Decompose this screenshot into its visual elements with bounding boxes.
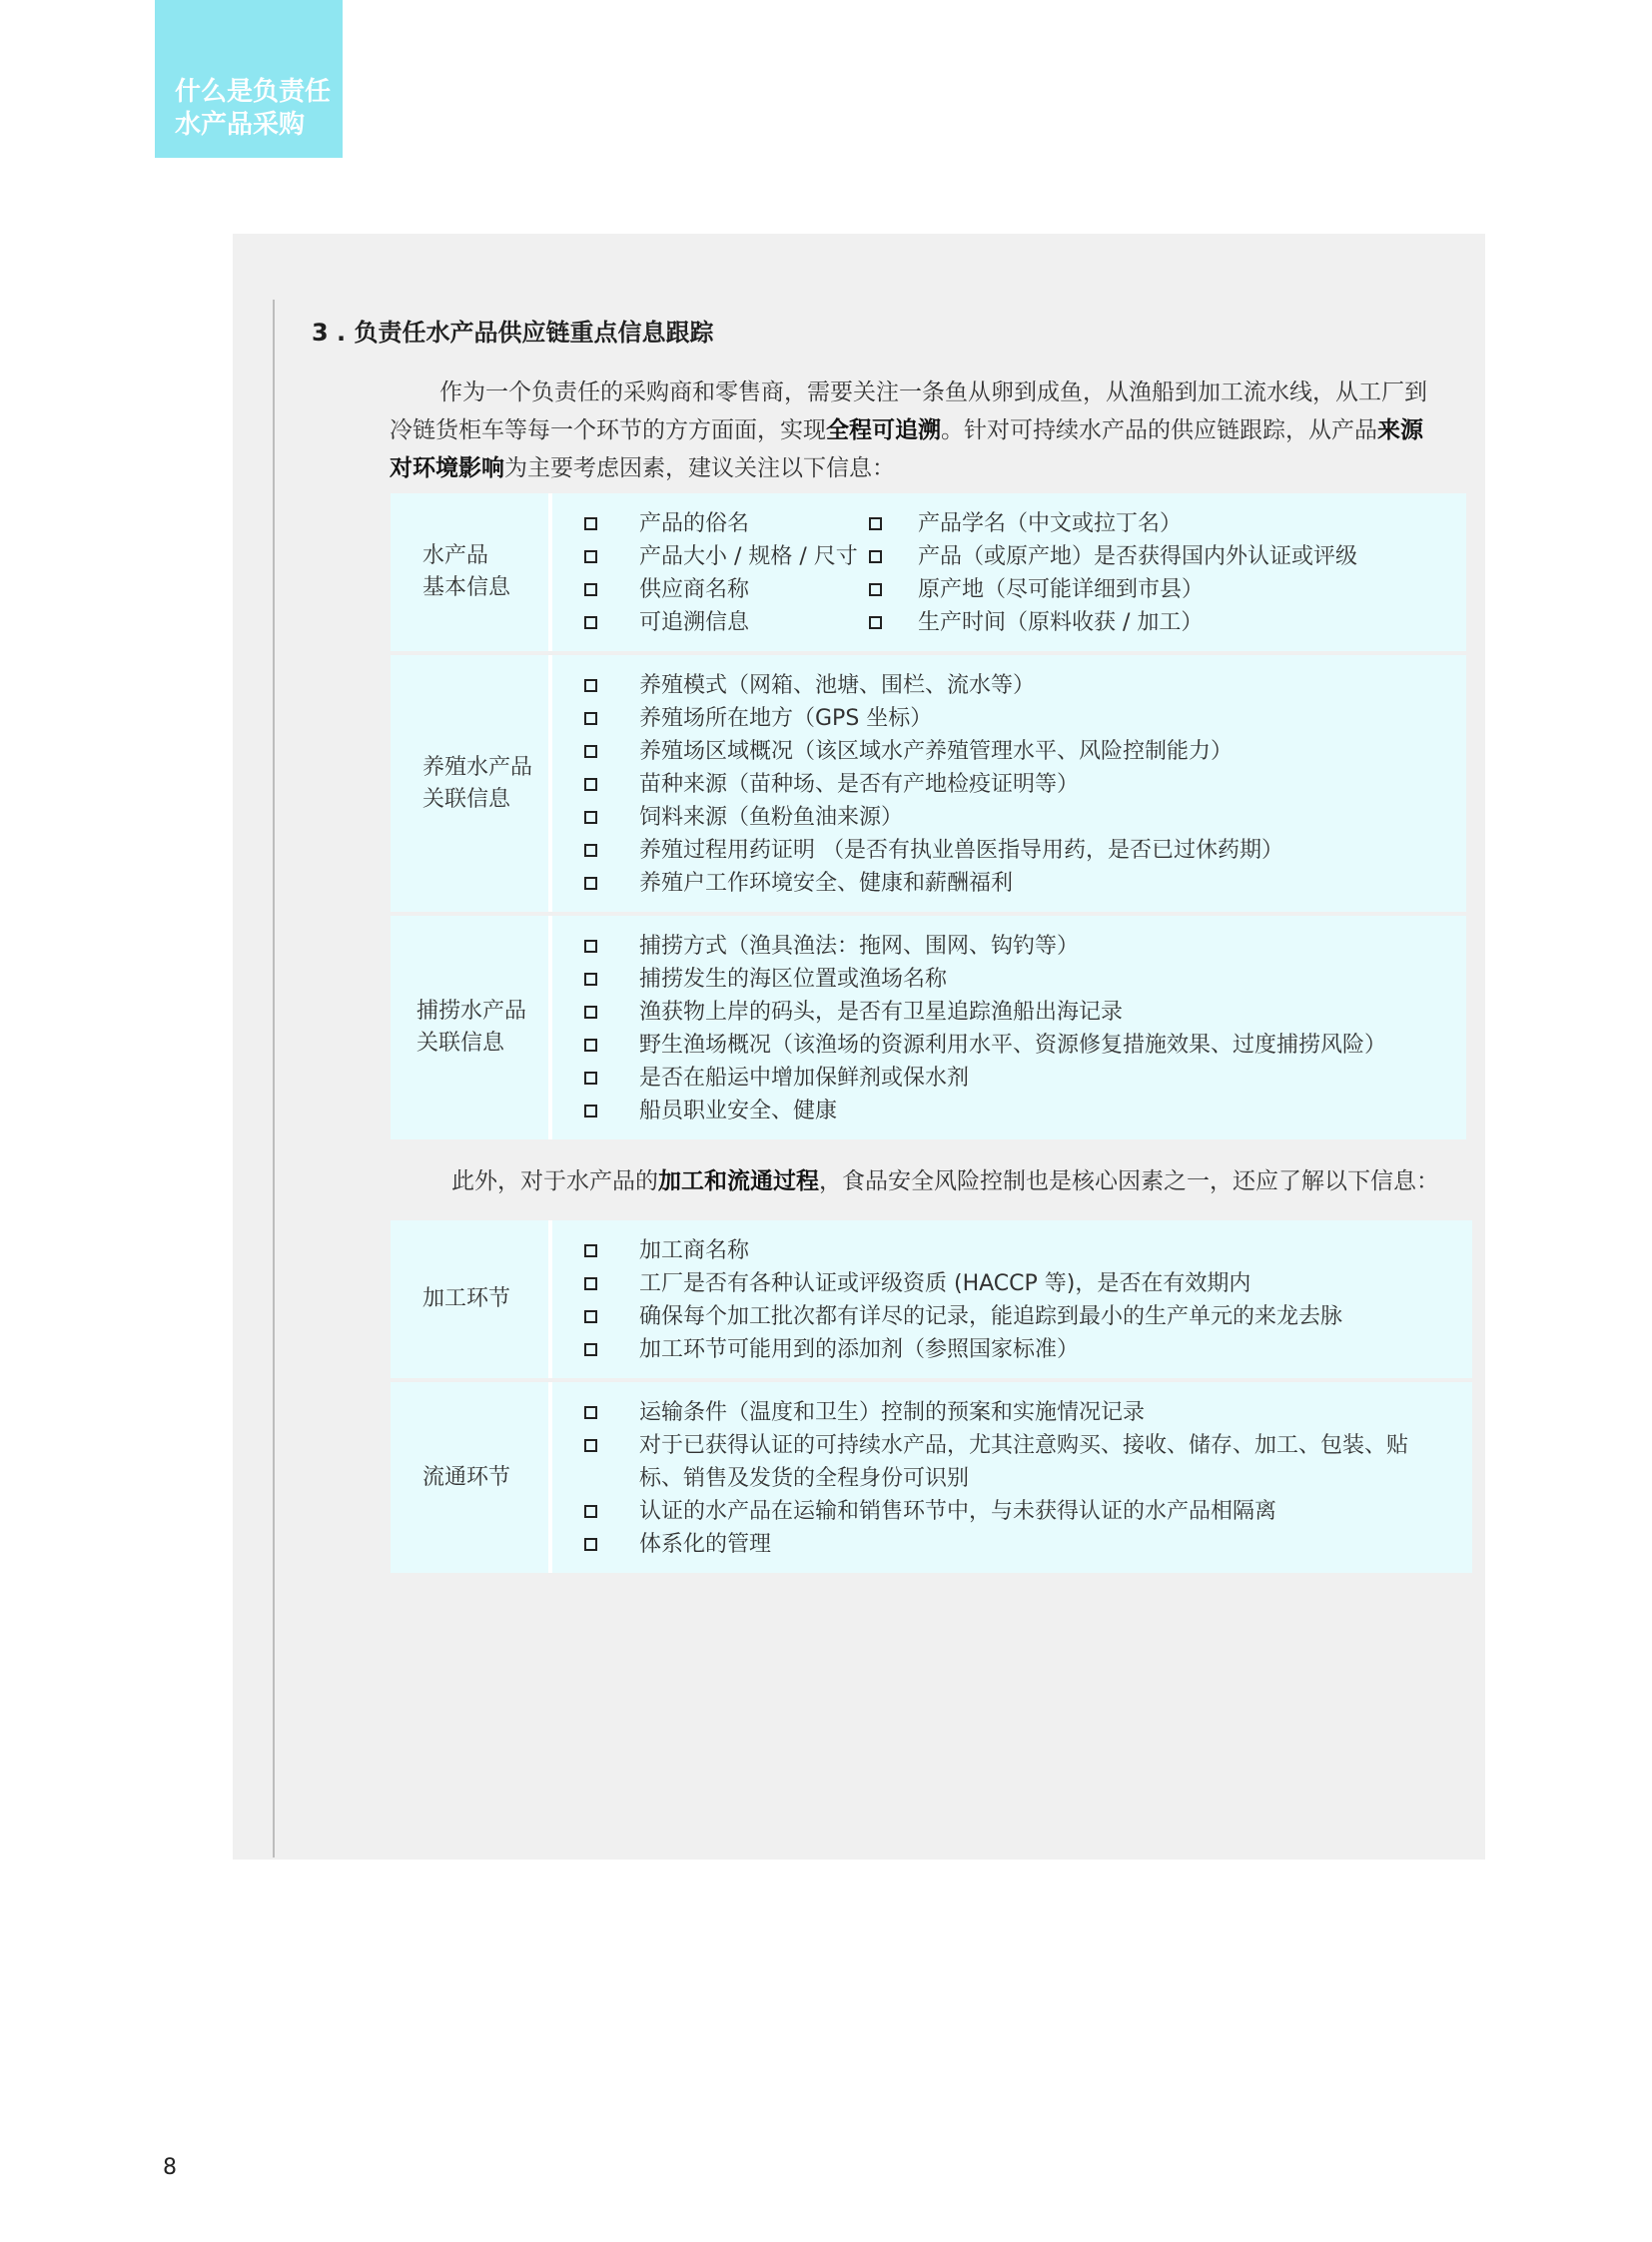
category-basic: 水产品 基本信息 [391, 493, 552, 651]
list-item: 认证的水产品在运输和销售环节中，与未获得认证的水产品相隔离 [552, 1495, 1472, 1528]
emphasis-source: 来源 [1377, 417, 1423, 443]
list-item: 对于已获得认证的可持续水产品，尤其注意购买、接收、储存、加工、包装、贴标、销售及发货的全程身份可识别 [552, 1429, 1472, 1495]
page-number: 8 [163, 2155, 177, 2180]
checkbox-icon [584, 1072, 597, 1085]
list-item: 工厂是否有各种认证或评级资质 (HACCP 等)，是否在有效期内 [552, 1267, 1472, 1300]
list-item: 加工商名称 [552, 1234, 1472, 1267]
emphasis-processing-distribution: 加工和流通过程 [658, 1168, 819, 1194]
checkbox-icon [584, 1105, 597, 1118]
list-item: 原产地（尽可能详细到市县） [865, 573, 1466, 606]
row-farmed-info [391, 655, 1466, 912]
checkbox-icon [584, 973, 597, 986]
list-item: 养殖户工作环境安全、健康和薪酬福利 [552, 867, 1466, 900]
checkbox-icon [869, 517, 882, 530]
wild-catch-items [552, 916, 1466, 1139]
list-item: 养殖场区域概况（该区域水产养殖管理水平、风险控制能力） [552, 735, 1466, 768]
emphasis-env-impact: 对环境影响 [390, 455, 504, 481]
checkbox-icon [584, 616, 597, 629]
processing-intro: 此外，对于水产品的加工和流通过程，食品安全风险控制也是核心因素之一，还应了解以下信息： [451, 1168, 1439, 1194]
chapter-tab-line1: 什么是负责任 [175, 77, 332, 107]
checkbox-icon [584, 583, 597, 596]
panel-left-rule [273, 300, 275, 1858]
chapter-tab [155, 0, 343, 158]
checkbox-icon [584, 1006, 597, 1019]
checkbox-icon [584, 1277, 597, 1290]
list-item: 养殖过程用药证明 （是否有执业兽医指导用药，是否已过休药期） [552, 834, 1466, 867]
checkbox-icon [584, 940, 597, 953]
list-item: 养殖场所在地方（GPS 坐标） [552, 702, 1466, 735]
basic-items [552, 493, 1466, 651]
checkbox-icon [584, 844, 597, 857]
processing-items [552, 1220, 1472, 1378]
category-processing: 加工环节 [391, 1220, 552, 1378]
checkbox-icon [584, 1343, 597, 1356]
list-item: 野生渔场概况（该渔场的资源利用水平、资源修复措施效果、过度捕捞风险） [552, 1029, 1466, 1062]
checkbox-icon [869, 550, 882, 563]
list-item: 捕捞发生的海区位置或渔场名称 [552, 963, 1466, 996]
checkbox-icon [584, 1439, 597, 1452]
checkbox-icon [869, 583, 882, 596]
list-item: 供应商名称 [552, 573, 865, 606]
list-item: 生产时间（原料收获 / 加工） [865, 606, 1466, 639]
checkbox-icon [584, 745, 597, 758]
list-item: 加工环节可能用到的添加剂（参照国家标准） [552, 1333, 1472, 1366]
checkbox-icon [869, 616, 882, 629]
emphasis-traceable: 全程可追溯 [826, 417, 941, 443]
category-wild-catch: 捕捞水产品 关联信息 [391, 916, 552, 1139]
intro-line-1: 作为一个负责任的采购商和零售商，需要关注一条鱼从卵到成鱼，从渔船到加工流水线，从工厂到 [439, 379, 1427, 405]
list-item: 养殖模式（网箱、池塘、围栏、流水等） [552, 669, 1466, 702]
list-item: 船员职业安全、健康 [552, 1095, 1466, 1127]
list-item: 确保每个加工批次都有详尽的记录，能追踪到最小的生产单元的来龙去脉 [552, 1300, 1472, 1333]
checkbox-icon [584, 1310, 597, 1323]
distribution-items [552, 1382, 1472, 1573]
checkbox-icon [584, 517, 597, 530]
checkbox-icon [584, 811, 597, 824]
chapter-tab-line2: 水产品采购 [175, 110, 306, 140]
list-item: 产品的俗名 [552, 507, 865, 540]
checkbox-icon [584, 550, 597, 563]
list-item: 饲料来源（鱼粉鱼油来源） [552, 801, 1466, 834]
list-item: 产品学名（中文或拉丁名） [865, 507, 1466, 540]
checkbox-icon [584, 877, 597, 890]
checkbox-icon [584, 1505, 597, 1518]
section-title: 3 . 负责任水产品供应链重点信息跟踪 [312, 319, 714, 347]
intro-paragraph [390, 374, 1468, 487]
row-basic-info [391, 493, 1466, 651]
farmed-items [552, 655, 1466, 912]
list-item: 可追溯信息 [552, 606, 865, 639]
list-item: 渔获物上岸的码头，是否有卫星追踪渔船出海记录 [552, 996, 1466, 1029]
list-item: 运输条件（温度和卫生）控制的预案和实施情况记录 [552, 1396, 1472, 1429]
list-item: 苗种来源（苗种场、是否有产地检疫证明等） [552, 768, 1466, 801]
checkbox-icon [584, 1244, 597, 1257]
row-processing [391, 1220, 1472, 1378]
list-item: 产品（或原产地）是否获得国内外认证或评级 [865, 540, 1466, 573]
list-item: 产品大小 / 规格 / 尺寸 [552, 540, 865, 573]
checkbox-icon [584, 778, 597, 791]
supply-chain-info-table [391, 489, 1466, 1143]
checkbox-icon [584, 1406, 597, 1419]
row-distribution [391, 1382, 1472, 1573]
checkbox-icon [584, 1538, 597, 1551]
checkbox-icon [584, 679, 597, 692]
checkbox-icon [584, 712, 597, 725]
checkbox-icon [584, 1039, 597, 1052]
intro-line-3: 对环境影响为主要考虑因素，建议关注以下信息： [390, 455, 895, 481]
intro-line-2: 冷链货柜车等每一个环节的方方面面，实现全程可追溯。针对可持续水产品的供应链跟踪，从产品来源 [390, 417, 1423, 443]
processing-info-table [391, 1216, 1472, 1577]
category-farmed: 养殖水产品 关联信息 [391, 655, 552, 912]
list-item: 捕捞方式（渔具渔法：拖网、围网、钩钓等） [552, 930, 1466, 963]
list-item: 体系化的管理 [552, 1528, 1472, 1561]
list-item: 是否在船运中增加保鲜剂或保水剂 [552, 1062, 1466, 1095]
category-distribution: 流通环节 [391, 1382, 552, 1573]
row-wild-catch-info [391, 916, 1466, 1139]
